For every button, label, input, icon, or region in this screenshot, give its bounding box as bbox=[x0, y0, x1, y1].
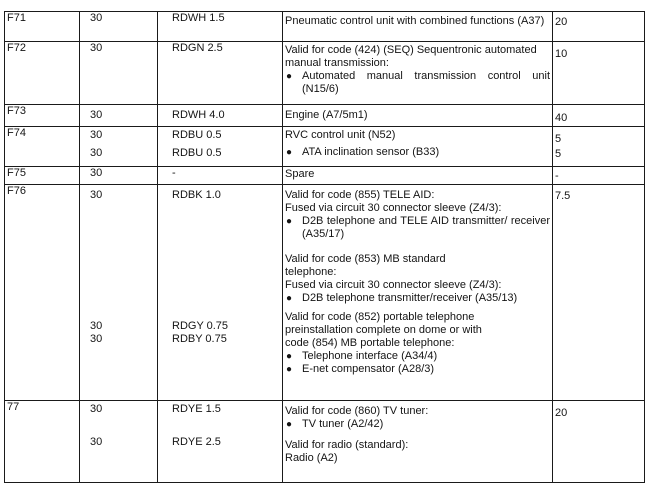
bullet-text: ATA inclination sensor (B33) bbox=[302, 146, 440, 158]
description-text: Fused via circuit 30 connector sleeve (Z4/3): bbox=[285, 279, 502, 291]
wire-value: RDBU 0.5 bbox=[172, 147, 222, 159]
wire-cell bbox=[158, 127, 283, 167]
amps-value: 10 bbox=[555, 48, 568, 60]
amps-value: 20 bbox=[555, 16, 568, 28]
wire-value: RDGY 0.75 bbox=[172, 320, 229, 332]
circuit-value: 30 bbox=[90, 109, 103, 121]
fuse-number: F74 bbox=[7, 127, 26, 139]
list-item bbox=[285, 418, 550, 431]
bullet-text: D2B telephone and TELE AID transmitter/ receiver (A35/17) bbox=[302, 215, 550, 240]
fuse-number: F71 bbox=[7, 12, 26, 24]
circuit-value: 30 bbox=[90, 189, 103, 201]
wire-value: RDYE 1.5 bbox=[172, 403, 221, 415]
circuit-value: 30 bbox=[90, 436, 103, 448]
wire-cell bbox=[158, 105, 283, 127]
description-text: Valid for code (852) portable telephone bbox=[285, 311, 475, 323]
wire-value: - bbox=[172, 167, 176, 179]
fuse-assignment-table bbox=[4, 11, 645, 483]
fuse-cell bbox=[5, 185, 80, 401]
description-cell bbox=[283, 185, 553, 401]
description-text: Valid for code (853) MB standard bbox=[285, 253, 446, 265]
wire-cell bbox=[158, 185, 283, 401]
circuit-cell bbox=[80, 185, 158, 401]
bullet-text: D2B telephone transmitter/receiver (A35/13) bbox=[302, 292, 518, 304]
amps-cell bbox=[553, 12, 645, 42]
wire-value: RDYE 2.5 bbox=[172, 436, 221, 448]
fuse-number: F76 bbox=[7, 185, 26, 197]
table-row-f75 bbox=[5, 167, 645, 185]
fuse-number: F75 bbox=[7, 167, 26, 179]
description-text: Radio (A2) bbox=[285, 452, 338, 464]
circuit-value: 30 bbox=[90, 333, 103, 345]
wire-cell bbox=[158, 167, 283, 185]
description-text: Valid for code (860) TV tuner: bbox=[285, 405, 429, 417]
circuit-value: 30 bbox=[90, 129, 103, 141]
bullet-icon: ● bbox=[286, 147, 293, 158]
description-cell bbox=[283, 401, 553, 483]
bullet-text: TV tuner (A2/42) bbox=[302, 418, 384, 430]
bullet-icon: ● bbox=[286, 419, 293, 430]
description-text: Valid for radio (standard): bbox=[285, 439, 409, 451]
description-cell bbox=[283, 12, 553, 42]
wire-value: RDWH 4.0 bbox=[172, 109, 225, 121]
list-item bbox=[285, 363, 550, 376]
amps-cell bbox=[553, 127, 645, 167]
wire-cell bbox=[158, 42, 283, 105]
wire-value: RDWH 1.5 bbox=[172, 12, 225, 24]
amps-value: 7.5 bbox=[555, 190, 571, 202]
amps-value: 20 bbox=[555, 407, 568, 419]
fuse-number: F72 bbox=[7, 42, 26, 54]
fuse-number: F73 bbox=[7, 105, 26, 117]
fuse-cell bbox=[5, 127, 80, 167]
table-row-f71 bbox=[5, 12, 645, 42]
description-text: Pneumatic control unit with combined functions (A37) bbox=[285, 15, 545, 27]
description-text: Engine (A7/5m1) bbox=[285, 109, 368, 121]
wire-cell bbox=[158, 401, 283, 483]
description-cell bbox=[283, 42, 553, 105]
circuit-cell bbox=[80, 401, 158, 483]
fuse-cell bbox=[5, 167, 80, 185]
list-item bbox=[285, 215, 550, 241]
bullet-text: E-net compensator (A28/3) bbox=[302, 363, 435, 375]
table-row-f73 bbox=[5, 105, 645, 127]
circuit-cell bbox=[80, 42, 158, 105]
description-text: preinstallation complete on dome or with bbox=[285, 324, 482, 336]
wire-value: RDBK 1.0 bbox=[172, 189, 221, 201]
list-item bbox=[285, 292, 550, 305]
amps-value: - bbox=[555, 170, 559, 182]
bullet-icon: ● bbox=[286, 351, 293, 362]
amps-cell bbox=[553, 401, 645, 483]
circuit-cell bbox=[80, 167, 158, 185]
table-row-f74 bbox=[5, 127, 645, 167]
fuse-cell bbox=[5, 401, 80, 483]
circuit-value: 30 bbox=[90, 167, 103, 179]
amps-cell bbox=[553, 185, 645, 401]
bullet-icon: ● bbox=[286, 216, 293, 227]
list-item bbox=[285, 146, 550, 159]
description-text: Spare bbox=[285, 168, 315, 180]
amps-cell bbox=[553, 42, 645, 105]
circuit-value: 30 bbox=[90, 320, 103, 332]
amps-value: 5 bbox=[555, 148, 562, 160]
description-cell bbox=[283, 105, 553, 127]
description-cell bbox=[283, 167, 553, 185]
wire-value: RDBU 0.5 bbox=[172, 129, 222, 141]
wire-value: RDBY 0.75 bbox=[172, 333, 227, 345]
amps-value: 5 bbox=[555, 133, 562, 145]
circuit-value: 30 bbox=[90, 42, 103, 54]
bullet-icon: ● bbox=[286, 293, 293, 304]
amps-value: 40 bbox=[555, 112, 568, 124]
description-text: telephone: bbox=[285, 266, 337, 278]
circuit-value: 30 bbox=[90, 147, 103, 159]
wire-cell bbox=[158, 12, 283, 42]
circuit-value: 30 bbox=[90, 403, 103, 415]
bullet-icon: ● bbox=[286, 71, 293, 82]
fuse-number: 77 bbox=[7, 401, 20, 413]
list-item bbox=[285, 350, 550, 363]
amps-cell bbox=[553, 167, 645, 185]
bullet-text: Automated manual transmission control unit (N15/6) bbox=[302, 70, 550, 95]
table-row-77 bbox=[5, 401, 645, 483]
circuit-value: 30 bbox=[90, 12, 103, 24]
table-row-f76 bbox=[5, 185, 645, 401]
bullet-icon: ● bbox=[286, 364, 293, 375]
description-text: Valid for code (424) (SEQ) Sequentronic automated manual transmission: bbox=[285, 44, 537, 69]
circuit-cell bbox=[80, 127, 158, 167]
description-text: RVC control unit (N52) bbox=[285, 129, 396, 141]
description-cell bbox=[283, 127, 553, 167]
fuse-cell bbox=[5, 42, 80, 105]
description-text: code (854) MB portable telephone: bbox=[285, 337, 455, 349]
circuit-cell bbox=[80, 105, 158, 127]
bullet-text: Telephone interface (A34/4) bbox=[302, 350, 438, 362]
fuse-cell bbox=[5, 105, 80, 127]
wire-value: RDGN 2.5 bbox=[172, 42, 223, 54]
table-row-f72 bbox=[5, 42, 645, 105]
description-text: Valid for code (855) TELE AID: bbox=[285, 189, 435, 201]
circuit-cell bbox=[80, 12, 158, 42]
fuse-cell bbox=[5, 12, 80, 42]
description-text: Fused via circuit 30 connector sleeve (Z4/3): bbox=[285, 202, 502, 214]
amps-cell bbox=[553, 105, 645, 127]
list-item bbox=[285, 70, 550, 96]
